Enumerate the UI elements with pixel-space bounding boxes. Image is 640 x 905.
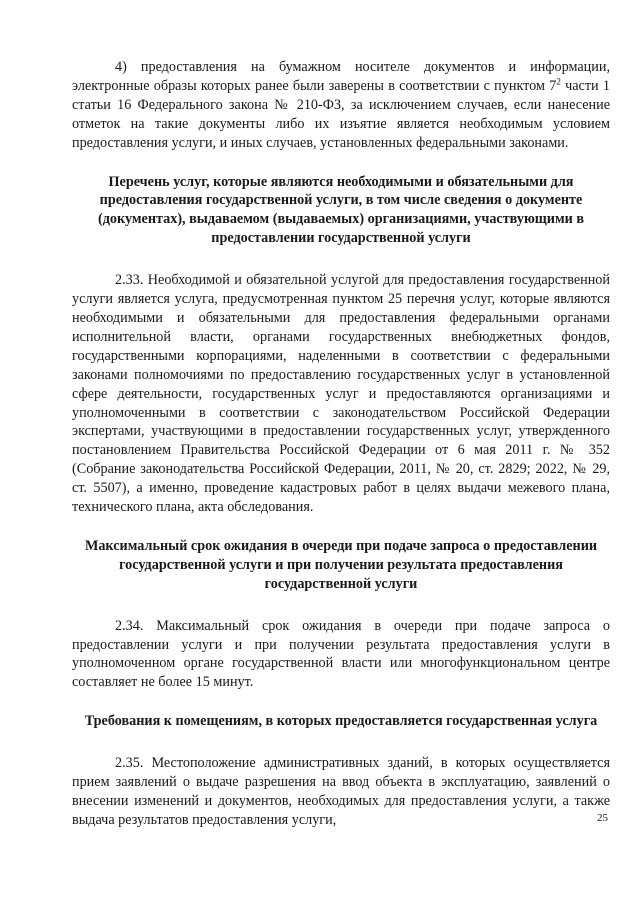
paragraph-4-text-end: части 1 статьи 16 Федерального закона № 210-ФЗ, за исключением случаев, если нанесение отметок на такие документы либо их изъятие является необходимым условием предоставления услуги, и иных случаев, установленных федеральными законами.	[72, 77, 610, 151]
spacer	[72, 692, 610, 712]
paragraph-2-35: 2.35. Местоположение административных зданий, в которых осуществляется прием заявлений о выдаче разрешения на ввод объекта в эксплуатацию, заявлений о внесении изменений и документов, необходимых для предоставления услуги, а также выдача результатов предоставления услуги,	[72, 755, 610, 828]
heading-premises-requirements: Требования к помещениям, в которых предоставляется государственная услуга	[84, 713, 598, 730]
paragraph-2-34: 2.34. Максимальный срок ожидания в очереди при подаче запроса о предоставлении услуги и при получении результата предоставления услуги в уполномоченном органе государственной власти или многофункциональном центре составляет не более 15 минут.	[72, 617, 610, 691]
spacer	[72, 153, 610, 173]
heading-required-services: Перечень услуг, которые являются необходимыми и обязательными для предоставления государственной услуги, в том числе сведения о документе (документах), выдаваемом (выдаваемых) организациями, участвующими в предоставлении государственной услуги	[97, 173, 584, 247]
paragraph-2-33: 2.33. Необходимой и обязательной услугой для предоставления государственной услуги является услуга, предусмотренная пунктом 25 перечня услуг, которые являются необходимыми и обязательными для предоставления федеральными органами исполнительной власти, органами государственных внебюджетных фондов, государственными корпорациями, наделенными в соответствии с федеральными законами полномочиями по предоставлению государственных услуг в установленной сфере деятельности, государственных услуг и предоставляются организациями и уполномоченными в соответствии с законодательством Российской Федерации экспертами, участвующими в предоставлении государственных услуг, утвержденного постановлением Правительства Российской Федерации от 6 мая 2011 г. № 352 (Собрание законодательства Российской Федерации, 2011, № 20, ст. 2829; 2022, № 29, ст. 5507), а именно, проведение кадастровых работ в целях выдачи межевого плана, технического плана, акта обследования.	[72, 272, 610, 516]
spacer	[72, 248, 610, 271]
paragraph-item-4	[72, 58, 610, 153]
superscript: 2	[556, 76, 561, 87]
heading-max-wait-time: Максимальный срок ожидания в очереди при подаче запроса о предоставлении государственной услуги и при получении результата предоставления государственной услуги	[84, 537, 598, 592]
page-number: 25	[597, 812, 608, 824]
paragraph-4-text-start: 4) предоставления на бумажном носителе документов и информации, электронные образы которых ранее были заверены в соответствии с пунктом 7	[72, 59, 610, 94]
document-page	[72, 58, 610, 830]
spacer	[72, 731, 610, 754]
spacer	[72, 594, 610, 617]
spacer	[72, 517, 610, 537]
